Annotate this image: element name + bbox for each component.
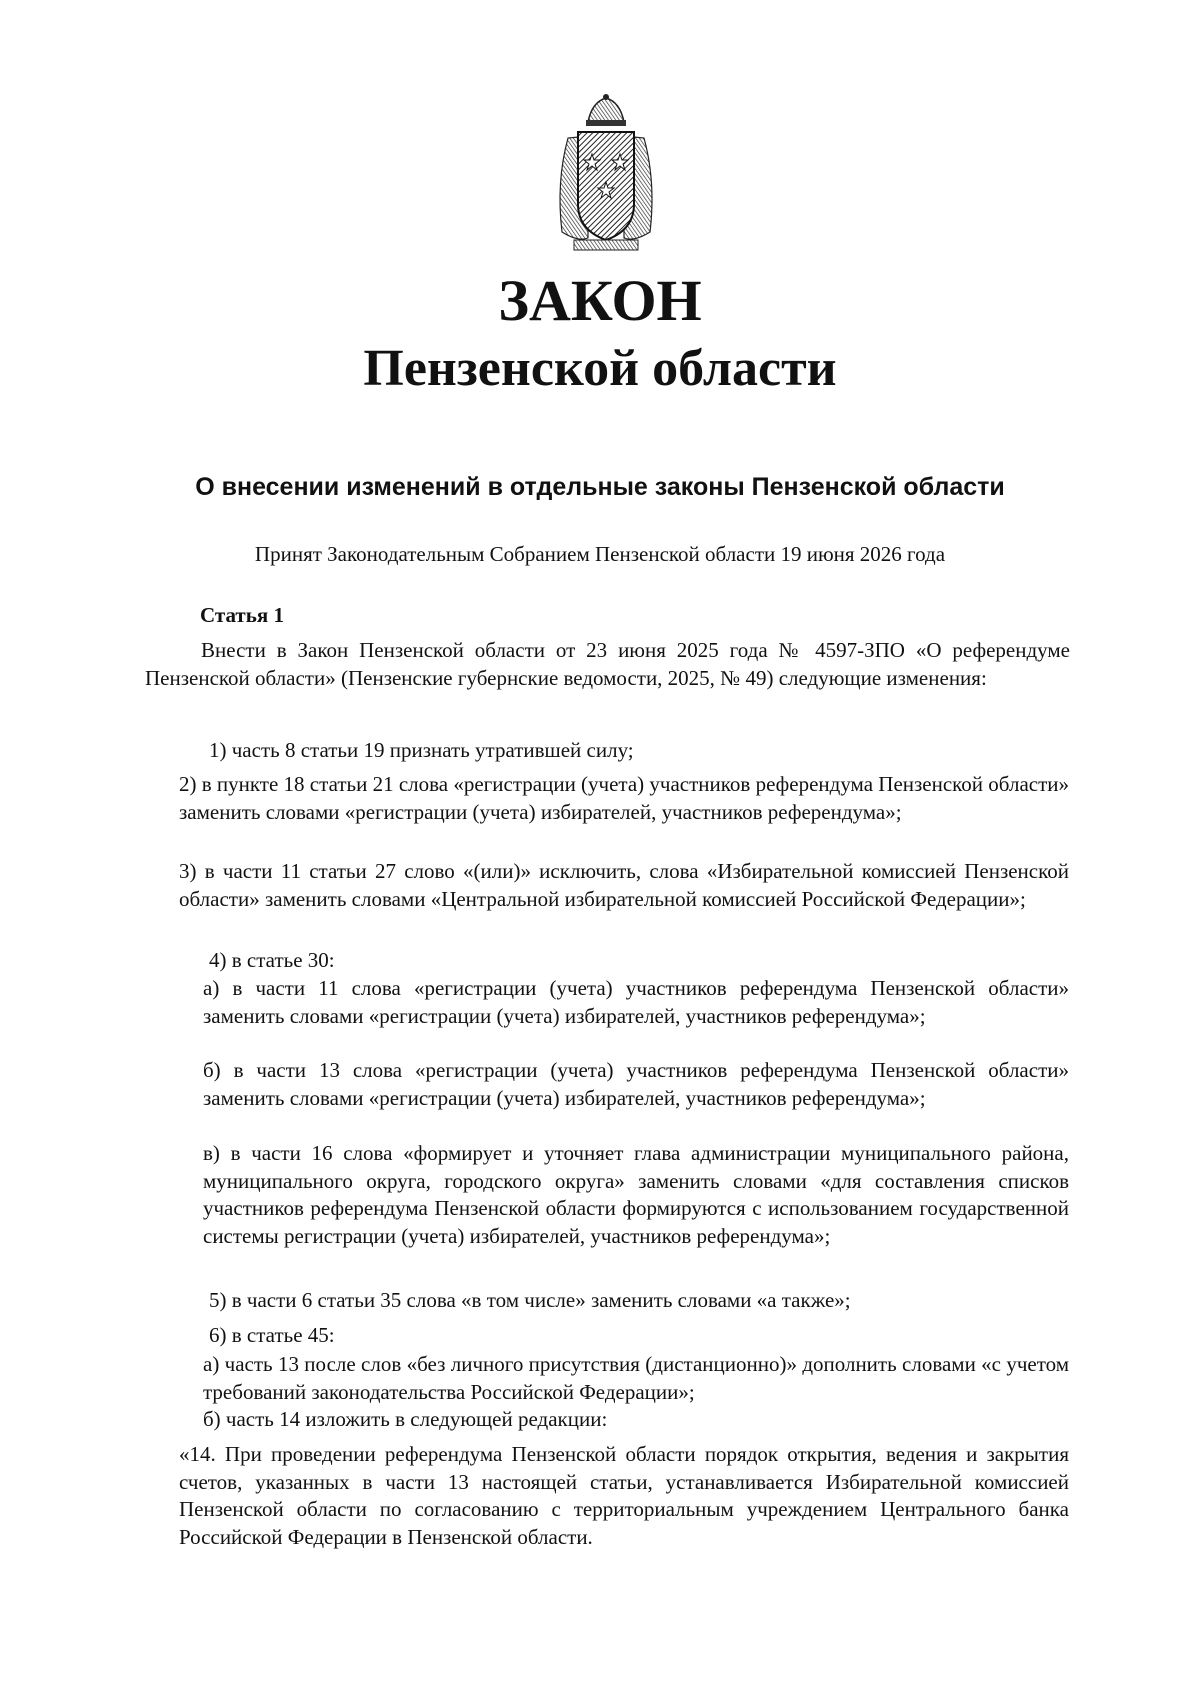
law-subject: О внесении изменений в отдельные законы Пензенской области xyxy=(195,473,1005,501)
paragraph-item-4a: а) в части 11 слова «регистрации (учета) участников референдума Пензенской области» заменить словами «регистрации (учета) избирателей, участников референдума»; xyxy=(203,976,1069,1028)
paragraph-item-5: 5) в части 6 статьи 35 слова «в том числе» заменить словами «а также»; xyxy=(209,1288,851,1312)
coat-of-arms-icon xyxy=(548,92,664,254)
paragraph-item-6: 6) в статье 45: xyxy=(209,1323,335,1347)
article-heading: Статья 1 xyxy=(200,603,284,627)
paragraph-item-1: 1) часть 8 статьи 19 признать утратившей силу; xyxy=(209,738,634,762)
paragraph-item-6a: а) часть 13 после слов «без личного присутствия (дистанционно)» дополнить словами «с учетом требований законодательства Российской Федерации»; xyxy=(203,1352,1069,1404)
paragraph-item-2: 2) в пункте 18 статьи 21 слова «регистрации (учета) участников референдума Пензенской области» заменить словами «регистрации (учета) избирателей, участников референдума»; xyxy=(179,772,1069,824)
paragraph-item-6b: б) часть 14 изложить в следующей редакции: xyxy=(203,1407,608,1431)
paragraph-item-4b: б) в части 13 слова «регистрации (учета) участников референдума Пензенской области» заменить словами «регистрации (учета) избирателей, участников референдума»; xyxy=(203,1058,1069,1110)
adoption-note: Принят Законодательным Собранием Пензенской области 19 июня 2026 года xyxy=(254,542,946,566)
paragraph-quoted-part-14: «14. При проведении референдума Пензенской области порядок открытия, ведения и закрытия счетов, указанных в части 13 настоящей статьи, устанавливается Избирательной комиссией Пензенской области по согласованию с территориальным учреждением Центрального банка Российской Федерации в Пензенской области. xyxy=(179,1442,1069,1549)
paragraph-item-4v: в) в части 16 слова «формирует и уточняет глава администрации муниципального района, муниципального округа, городского округа» заменить словами «для составления списков участников референдума Пензенской области формируются с использованием государственной системы регистрации (учета) избирателей, участников референдума»; xyxy=(203,1141,1069,1248)
document-title: ЗАКОН xyxy=(498,268,702,333)
paragraph-item-4: 4) в статье 30: xyxy=(209,948,335,972)
paragraph-item-3: 3) в части 11 статьи 27 слово «(или)» исключить, слова «Избирательной комиссией Пензенской области» заменить словами «Центральной избирательной комиссией Российской Федерации»; xyxy=(179,859,1069,911)
document-title-region: Пензенской области xyxy=(363,340,837,397)
paragraph-intro: Внести в Закон Пензенской области от 23 июня 2025 года № 4597-ЗПО «О референдуме Пензенской области» (Пензенские губернские ведомости, 2025, № 49) следующие изменения: xyxy=(145,638,1070,690)
